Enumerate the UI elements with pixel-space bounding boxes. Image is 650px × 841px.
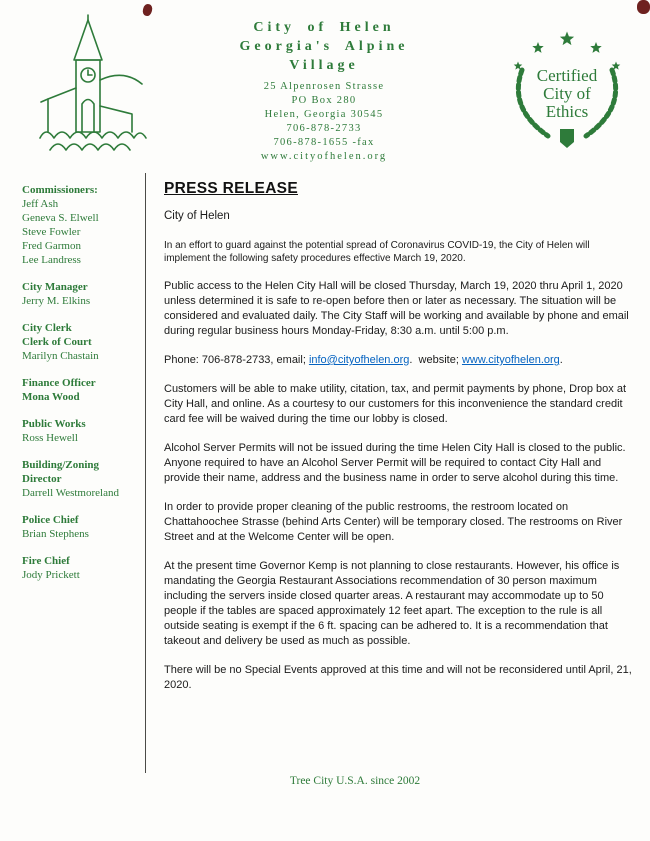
sidebar-name: Darrell Westmoreland xyxy=(22,487,119,499)
org-name-line: City of Helen xyxy=(164,210,230,222)
address-line: PO Box 280 xyxy=(291,95,357,106)
paragraph-special-events: There will be no Special Events approved at this time and will not be reconsidered until April, 21, 2020. xyxy=(164,664,632,691)
sidebar-group-title: City Manager xyxy=(22,281,88,293)
sidebar-group-title: Fire Chief xyxy=(22,555,70,567)
sidebar-group-finance-officer xyxy=(22,376,139,404)
letterhead-address xyxy=(150,80,498,164)
website-link[interactable]: www.cityofhelen.org xyxy=(461,354,560,366)
intro-paragraph: In an effort to guard against the potential spread of Coronavirus COVID-19, the City of Helen will implement the following safety procedures effective March 19, 2020. xyxy=(164,240,590,264)
ethics-seal-icon xyxy=(498,8,650,155)
sidebar-name: Lee Landress xyxy=(22,254,81,266)
sidebar-group-city-manager xyxy=(22,280,139,308)
sidebar-group-police-chief xyxy=(22,513,139,541)
fax-line: 706-878-1655 -fax xyxy=(273,137,375,148)
paragraph-alcohol-permits: Alcohol Server Permits will not be issued during the time Helen City Hall is closed to the public. Anyone required to have an Alcohol Server Permit will be required to contact City Hall and provide their name, address and the business name in order to serve alcohol during this time. xyxy=(164,442,626,484)
sidebar-name: Marilyn Chastain xyxy=(22,350,99,362)
tree-city-footer xyxy=(0,775,650,787)
sidebar-group-title: Building/Zoning xyxy=(22,459,100,471)
contact-middle: . website; xyxy=(409,354,462,366)
sidebar-name: Steve Fowler xyxy=(22,226,81,238)
paragraph-payments: Customers will be able to make utility, citation, tax, and permit payments by phone, Drop box at City Hall, and online. As a courtesy to our customers for this inconvenience the standard credit card fee will be waived during the time our lobby is closed. xyxy=(164,383,627,425)
phone-line: 706-878-2733 xyxy=(286,123,362,134)
contact-suffix: . xyxy=(559,354,563,366)
sidebar-name: Brian Stephens xyxy=(22,528,89,540)
scan-artifact xyxy=(637,0,650,14)
paragraph-restaurants: At the present time Governor Kemp is not planning to close restaurants. However, his office is mandating the Georgia Restaurant Associations recommendation of 30 person maximum including the servers inside closed quarter areas. A restaurant may accommodate up to 50 people if the tables are spaced approximately 12 feet apart. The exception to the rule is all outside seating is exempt if the 6 ft. spacing can be adhered to. It is a recommendation that takeout and delivery be used as much as possible. xyxy=(164,560,620,647)
sidebar-name: Ross Hewell xyxy=(22,432,78,444)
contact-line xyxy=(164,353,638,368)
city-title-line: Georgia's Alpine xyxy=(239,39,409,54)
sidebar-group-title: Police Chief xyxy=(22,514,79,526)
sidebar-group-commissioners xyxy=(22,183,139,267)
sidebar-name: Jody Prickett xyxy=(22,569,80,581)
sidebar-group-title: Public Works xyxy=(22,418,86,430)
letterhead xyxy=(0,8,650,165)
email-link[interactable]: info@cityofhelen.org xyxy=(308,354,410,366)
seal-word: Ethics xyxy=(545,102,589,121)
address-line: 25 Alpenrosen Strasse xyxy=(263,81,385,92)
church-logo-icon xyxy=(0,8,150,165)
sidebar-name: Fred Garmon xyxy=(22,240,81,252)
contact-prefix: Phone: 706-878-2733, email; xyxy=(164,354,309,366)
press-release-body xyxy=(146,173,650,773)
seal-word: Certified xyxy=(536,66,598,85)
sidebar-name: Jeff Ash xyxy=(22,198,59,210)
sidebar-group-building-zoning xyxy=(22,458,139,500)
footer-text: Tree City U.S.A. since 2002 xyxy=(289,775,421,787)
officials-sidebar xyxy=(0,173,146,773)
sidebar-group-city-clerk xyxy=(22,321,139,363)
content-row xyxy=(0,173,650,773)
press-release-title: PRESS RELEASE xyxy=(164,180,298,197)
seal-word: City of xyxy=(543,84,591,103)
sidebar-group-title: Finance Officer xyxy=(22,377,96,389)
paragraph-city-hall-closure: Public access to the Helen City Hall will be closed Thursday, March 19, 2020 thru April 1, 2020 unless determined it is safe to re-open before then or later as necessary. The situation will be considered and evaluated daily. The City Staff will be working and available by phone and email during regular business hours Monday-Friday, 8:30 a.m. until 5:00 p.m. xyxy=(164,280,629,337)
website-line: www.cityofhelen.org xyxy=(260,151,388,162)
city-title-line: City of Helen xyxy=(253,20,395,35)
letterhead-center xyxy=(150,8,498,164)
sidebar-group-public-works xyxy=(22,417,139,445)
address-line: Helen, Georgia 30545 xyxy=(264,109,384,120)
sidebar-name: Geneva S. Elwell xyxy=(22,212,99,224)
sidebar-name: Jerry M. Elkins xyxy=(22,295,91,307)
sidebar-group-title: Commissioners: xyxy=(22,184,98,196)
sidebar-group-title: City Clerk xyxy=(22,322,72,334)
sidebar-group-title: Clerk of Court xyxy=(22,336,92,348)
sidebar-group-title: Mona Wood xyxy=(22,391,80,403)
sidebar-group-title: Director xyxy=(22,473,62,485)
sidebar-group-fire-chief xyxy=(22,554,139,582)
paragraph-restrooms: In order to provide proper cleaning of the public restrooms, the restroom located on Chattahoochee Strasse (behind Arts Center) will be temporary closed. The restrooms on River Street and at the Welcome Center will be open. xyxy=(164,501,623,543)
city-title-line: Village xyxy=(289,58,359,73)
